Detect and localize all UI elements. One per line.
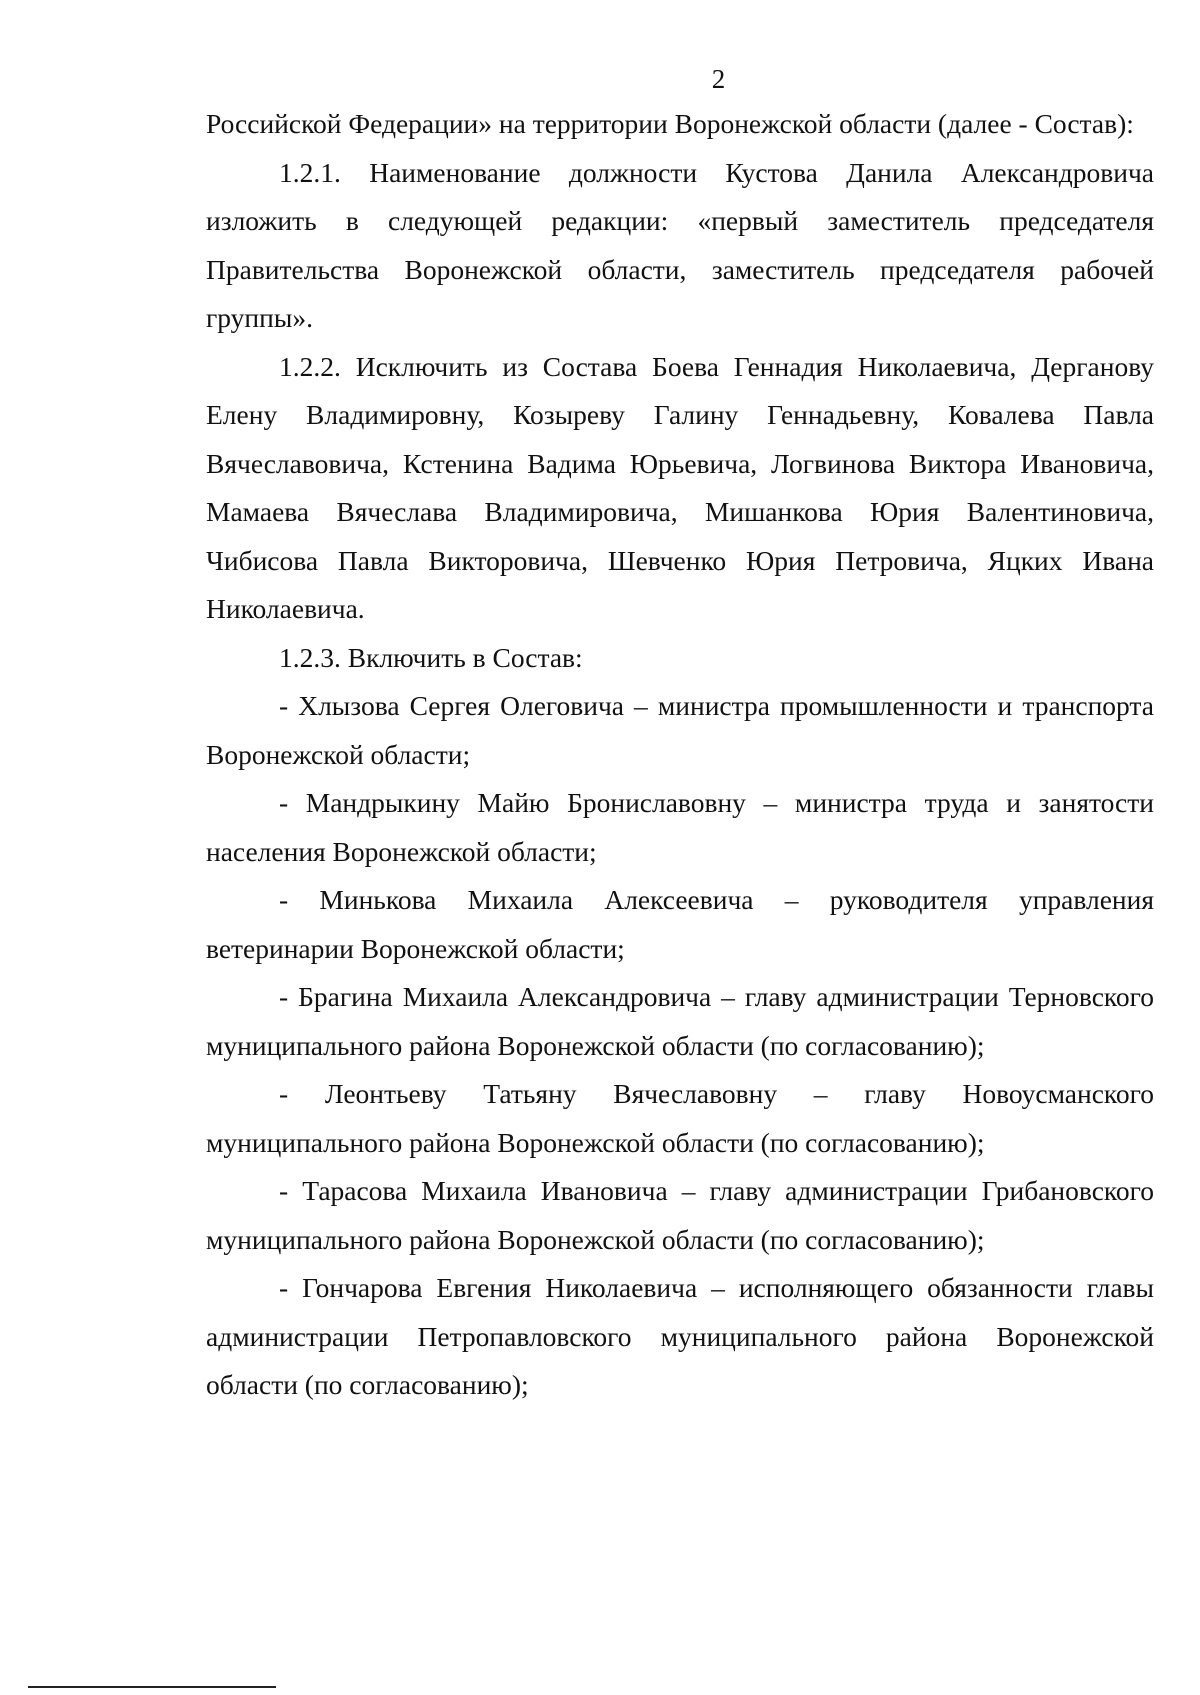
list-item-tarasov: - Тарасова Михаила Ивановича – главу администрации Грибановского муниципального района Воронежской области (по согласованию); bbox=[206, 1175, 1154, 1255]
paragraph-continuation: Российской Федерации» на территории Воронежской области (далее - Состав): bbox=[206, 108, 1134, 139]
list-item-khlyzov: - Хлызова Сергея Олеговича – министра промышленности и транспорта Воронежской области; bbox=[206, 690, 1154, 770]
paragraph-1-2-1: 1.2.1. Наименование должности Кустова Данила Александровича изложить в следующей редакции: «первый заместитель председателя Правительства Воронежской области, заместитель председателя рабочей группы». bbox=[206, 156, 1154, 333]
list-item-leontyeva: - Леонтьеву Татьяну Вячеславовну – главу Новоусманского муниципального района Воронежской области (по согласованию); bbox=[206, 1078, 1154, 1158]
document-body bbox=[206, 100, 1154, 1410]
page-number: 2 bbox=[711, 64, 726, 94]
list-item-goncharov: - Гончарова Евгения Николаевича – исполняющего обязанности главы администрации Петропавловского муниципального района Воронежской области (по согласованию); bbox=[206, 1272, 1154, 1400]
paragraph-1-2-2: 1.2.2. Исключить из Состава Боева Геннадия Николаевича, Дерганову Елену Владимировну, Козыреву Галину Геннадьевну, Ковалева Павла Вячеславовича, Кстенина Вадима Юрьевича, Логвинова Виктора Ивановича, Мамаева Вячеслава Владимировича, Мишанкова Юрия Валентиновича, Чибисова Павла Викторовича, Шевченко Юрия Петровича, Яцких Ивана Николаевича. bbox=[206, 350, 1154, 624]
footer-rule bbox=[28, 1686, 276, 1688]
paragraph-1-2-3: 1.2.3. Включить в Состав: bbox=[279, 641, 583, 673]
list-item-bragin: - Брагина Михаила Александровича – главу администрации Терновского муниципального района Воронежской области (по согласованию); bbox=[206, 981, 1154, 1061]
list-item-mandrykina: - Мандрыкину Майю Брониславовну – министра труда и занятости населения Воронежской области; bbox=[206, 787, 1154, 867]
list-item-minkov: - Минькова Михаила Алексеевича – руководителя управления ветеринарии Воронежской области; bbox=[206, 884, 1154, 964]
